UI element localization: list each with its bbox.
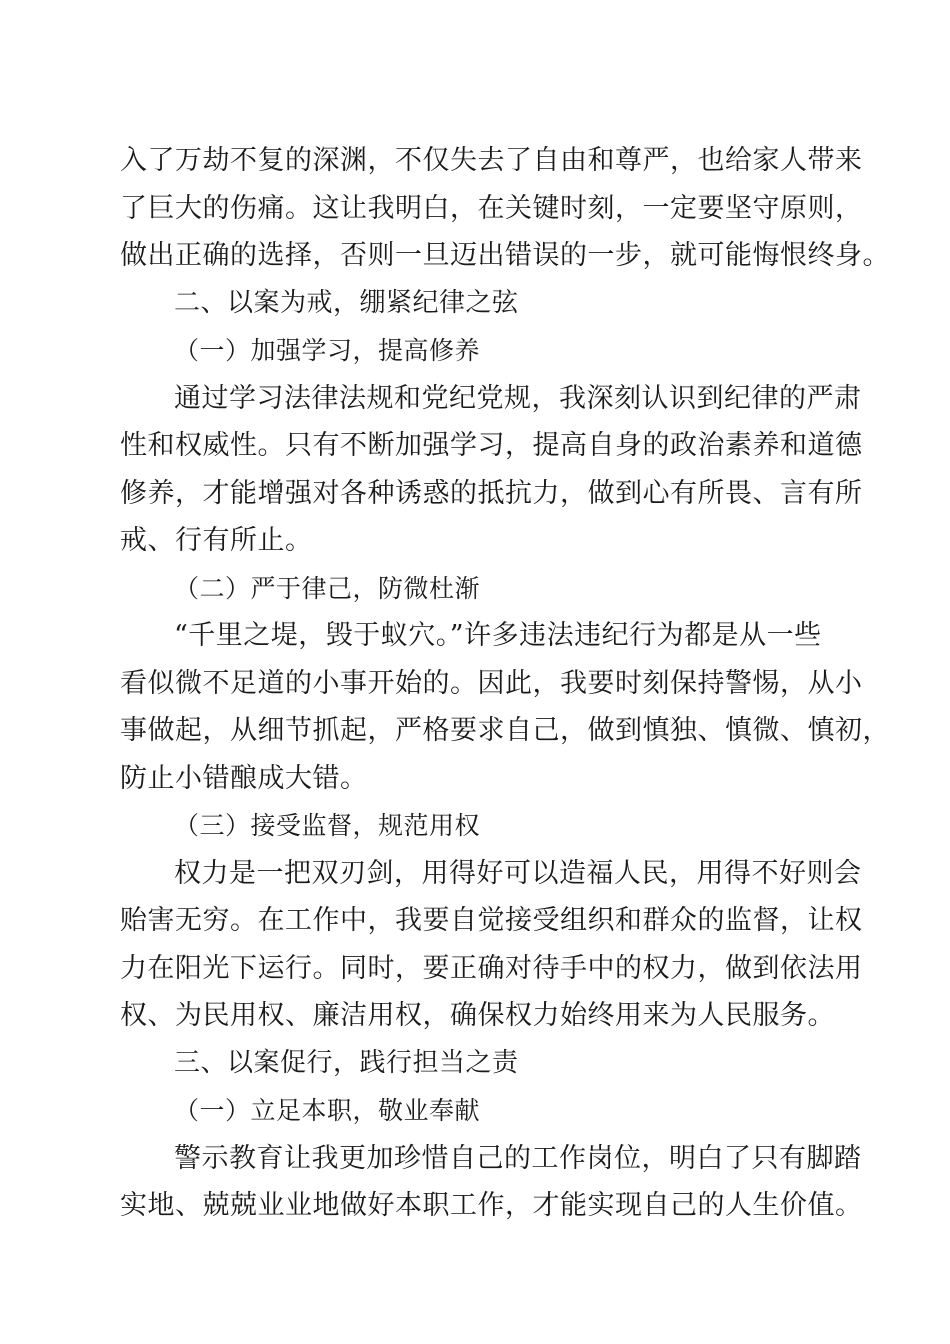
paragraph-line: 事做起，从细节抓起，严格要求自己，做到慎独、慎微、慎初， bbox=[120, 715, 890, 746]
subsection-heading: （三）接受监督，规范用权 bbox=[174, 811, 481, 840]
paragraph-line: 戒、行有所止。 bbox=[120, 525, 313, 556]
paragraph-line: 通过学习法律法规和党纪党规，我深刻认识到纪律的严肃 bbox=[174, 382, 862, 414]
paragraph-line: 贻害无穷。在工作中，我要自觉接受组织和群众的监督，让权 bbox=[120, 905, 863, 936]
paragraph-line: 了巨大的伤痛。这让我明白，在关键时刻，一定要坚守原则， bbox=[120, 192, 863, 224]
section-heading-2: 二、以案为戒，绷紧纪律之弦 bbox=[174, 287, 519, 318]
paragraph-line: 入了万劫不复的深渊，不仅失去了自由和尊严，也给家人带来 bbox=[120, 145, 863, 176]
paragraph-line: 防止小错酿成大错。 bbox=[120, 762, 368, 794]
paragraph-line: 看似微不足道的小事开始的。因此，我要时刻保持警惕，从小 bbox=[120, 667, 863, 699]
document-body bbox=[120, 137, 890, 1230]
paragraph-line: 性和权威性。只有不断加强学习，提高自身的政治素养和道德 bbox=[120, 430, 863, 461]
paragraph-line: “千里之堤，毁于蚁穴。”许多违法违纪行为都是从一些 bbox=[174, 620, 822, 651]
section-heading-3: 三、以案促行，践行担当之责 bbox=[174, 1047, 519, 1078]
subsection-heading: （一）加强学习，提高修养 bbox=[174, 336, 481, 365]
subsection-heading: （二）严于律己，防微杜渐 bbox=[174, 573, 481, 603]
paragraph-line: 权、为民用权、廉洁用权，确保权力始终用来为人民服务。 bbox=[120, 1000, 835, 1031]
paragraph-line: 力在阳光下运行。同时，要正确对待手中的权力，做到依法用 bbox=[120, 952, 863, 984]
paragraph-line: 实地、兢兢业业地做好本职工作，才能实现自己的人生价值。 bbox=[120, 1190, 863, 1221]
paragraph-line: 权力是一把双刃剑，用得好可以造福人民，用得不好则会 bbox=[174, 857, 862, 889]
subsection-heading: （一）立足本职，敬业奉献 bbox=[174, 1096, 481, 1125]
paragraph-line: 警示教育让我更加珍惜自己的工作岗位，明白了只有脚踏 bbox=[174, 1142, 862, 1174]
paragraph-line: 修养，才能增强对各种诱惑的抵抗力，做到心有所畏、言有所 bbox=[120, 477, 863, 509]
paragraph-line: 做出正确的选择，否则一旦迈出错误的一步，就可能悔恨终身。 bbox=[120, 240, 890, 271]
